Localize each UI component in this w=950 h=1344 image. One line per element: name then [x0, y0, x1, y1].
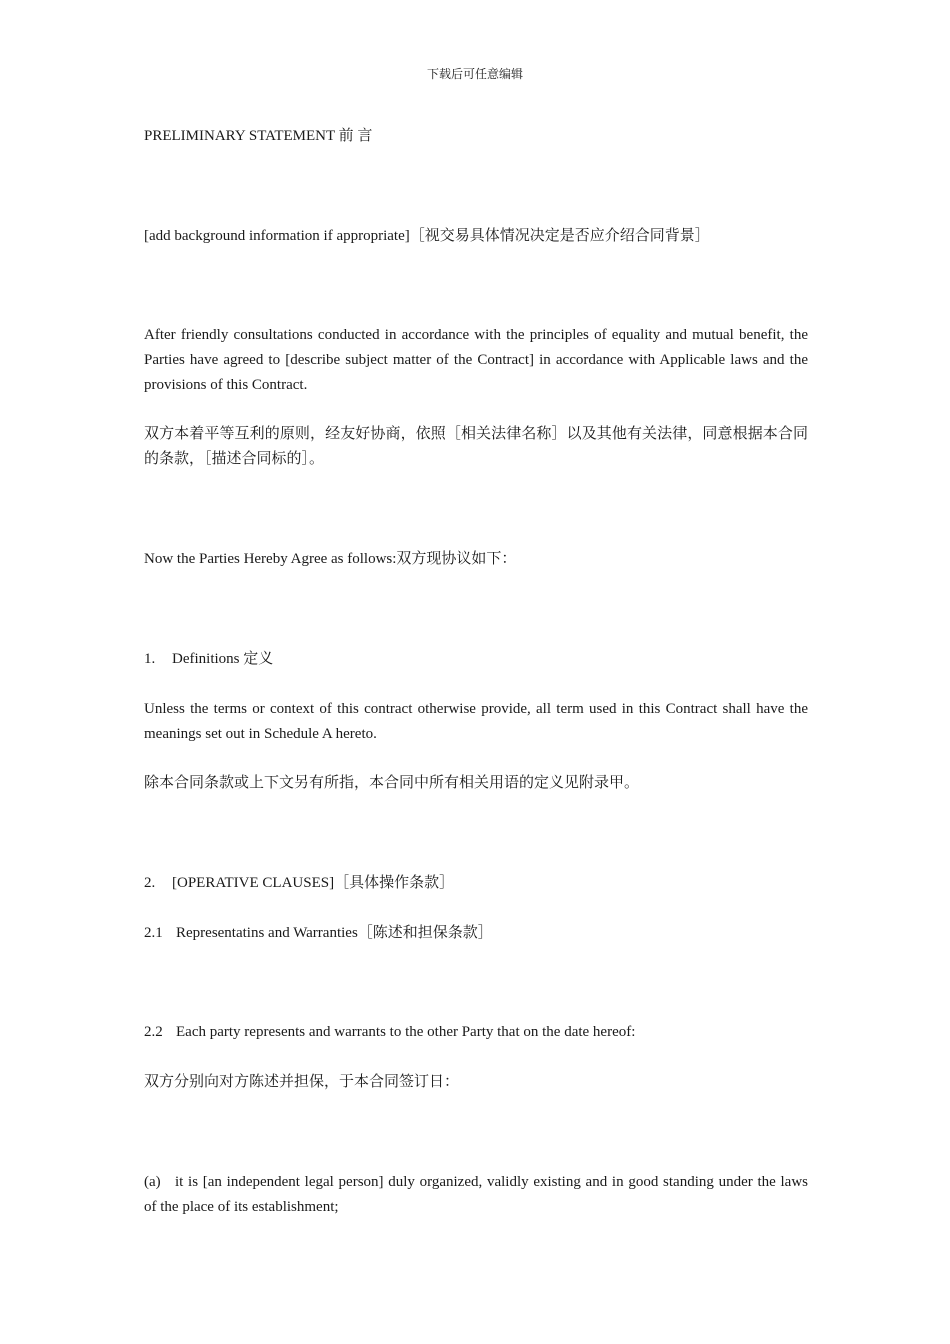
item-a	[144, 1170, 808, 1220]
section-text: Each party represents and warrants to the other Party that on the date hereof:	[176, 1024, 636, 1040]
section-2-2-text-en	[144, 1020, 808, 1045]
section-1-heading	[144, 647, 808, 672]
consultation-paragraph-en: After friendly consultations conducted in accordance with the principles of equality and mutual benefit, the Parties have agreed to [describe subject matter of the Contract] in accordance with Applicable laws and the provisions of this Contract.	[144, 327, 808, 393]
consultation-paragraph-zh: 双方本着平等互利的原则，经友好协商，依照［相关法律名称］以及其他有关法律，同意根据本合同的条款，［描述合同标的］。	[144, 426, 808, 467]
section-title: Representatins and Warranties［陈述和担保条款］	[176, 925, 493, 941]
agree-heading: Now the Parties Hereby Agree as follows:双方现协议如下：	[144, 551, 517, 567]
background-note: [add background information if appropriate]［视交易具体情况决定是否应介绍合同背景］	[144, 228, 710, 244]
section-2-1-heading	[144, 921, 808, 946]
item-label: (a)	[144, 1174, 161, 1190]
section-number: 2.2	[144, 1024, 163, 1040]
section-1-text-en: Unless the terms or context of this contract otherwise provide, all term used in this Contract shall have the meanings set out in Schedule A hereto.	[144, 701, 808, 742]
section-1-text-zh: 除本合同条款或上下文另有所指，本合同中所有相关用语的定义见附录甲。	[144, 775, 640, 791]
section-number: 2.	[144, 875, 156, 891]
item-text: it is [an independent legal person] duly organized, validly existing and in good standing under the laws of the place of its establishment;	[144, 1174, 808, 1215]
page-header: 下载后可任意编辑	[426, 67, 523, 81]
preliminary-heading: PRELIMINARY STATEMENT 前 言	[144, 128, 373, 144]
section-number: 1.	[144, 651, 156, 667]
section-title: [OPERATIVE CLAUSES]［具体操作条款］	[172, 875, 455, 891]
section-title: Definitions 定义	[172, 651, 274, 667]
section-2-heading	[144, 871, 808, 896]
section-number: 2.1	[144, 925, 163, 941]
section-2-2-text-zh: 双方分别向对方陈述并担保，于本合同签订日：	[144, 1074, 460, 1090]
